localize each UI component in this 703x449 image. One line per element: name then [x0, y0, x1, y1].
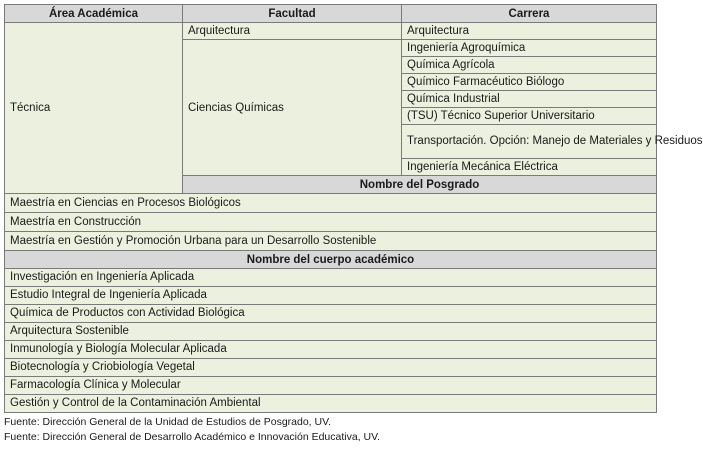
header-facultad: Facultad [183, 5, 402, 23]
cuerpo-cell: Investigación en Ingeniería Aplicada [5, 269, 657, 287]
facultad-cell: Arquitectura [183, 23, 402, 40]
table-row [5, 213, 657, 232]
table-row [5, 359, 657, 377]
posgrado-cell: Maestría en Construcción [5, 213, 657, 232]
cuerpo-header-row [5, 251, 657, 269]
cuerpo-cell: Gestión y Control de la Contaminación Ambiental [5, 395, 657, 413]
table-row [5, 341, 657, 359]
table-header-row [5, 5, 657, 23]
posgrado-cell: Maestría en Gestión y Promoción Urbana para un Desarrollo Sostenible [5, 232, 657, 251]
table-row [5, 23, 657, 40]
cuerpo-cell: Biotecnología y Criobiología Vegetal [5, 359, 657, 377]
carrera-cell: Ingeniería Agroquímica [402, 40, 657, 57]
academic-table [4, 4, 703, 413]
posgrado-header: Nombre del Posgrado [183, 176, 657, 194]
posgrado-cell: Maestría en Ciencias en Procesos Biológicos [5, 194, 657, 213]
carrera-cell: Químico Farmacéutico Biólogo [402, 74, 657, 91]
source-note: Fuente: Dirección General de Desarrollo Académico e Innovación Educativa, UV. [4, 431, 381, 443]
source-note: Fuente: Dirección General de la Unidad de Estudios de Posgrado, UV. [4, 416, 332, 428]
carrera-cell: Arquitectura [402, 23, 657, 40]
table-row [5, 323, 657, 341]
cuerpo-header: Nombre del cuerpo académico [5, 251, 657, 269]
carrera-cell: Transportación. Opción: Manejo de Materiales y Residuos [402, 125, 657, 159]
table-row [5, 232, 657, 251]
sources [4, 415, 380, 445]
carrera-cell: Química Industrial [402, 91, 657, 108]
cuerpo-cell: Estudio Integral de Ingeniería Aplicada [5, 287, 657, 305]
carrera-cell: (TSU) Técnico Superior Universitario [402, 108, 657, 125]
table-row [5, 305, 657, 323]
cuerpo-cell: Arquitectura Sostenible [5, 323, 657, 341]
cuerpo-cell: Farmacología Clínica y Molecular [5, 377, 657, 395]
cuerpo-cell: Inmunología y Biología Molecular Aplicada [5, 341, 657, 359]
table-row [5, 269, 657, 287]
facultad-cell: Ciencias Químicas [183, 40, 402, 176]
carrera-cell: Química Agrícola [402, 57, 657, 74]
table-row [5, 287, 657, 305]
facultad-cell: Ingeniería Mecánica Eléctrica [402, 159, 657, 176]
table-row [5, 395, 657, 413]
header-carrera: Carrera [402, 5, 657, 23]
header-area: Área Académica [5, 5, 183, 23]
table-row [5, 377, 657, 395]
area-cell: Técnica [5, 23, 183, 194]
cuerpo-cell: Química de Productos con Actividad Biológica [5, 305, 657, 323]
table-row [5, 194, 657, 213]
